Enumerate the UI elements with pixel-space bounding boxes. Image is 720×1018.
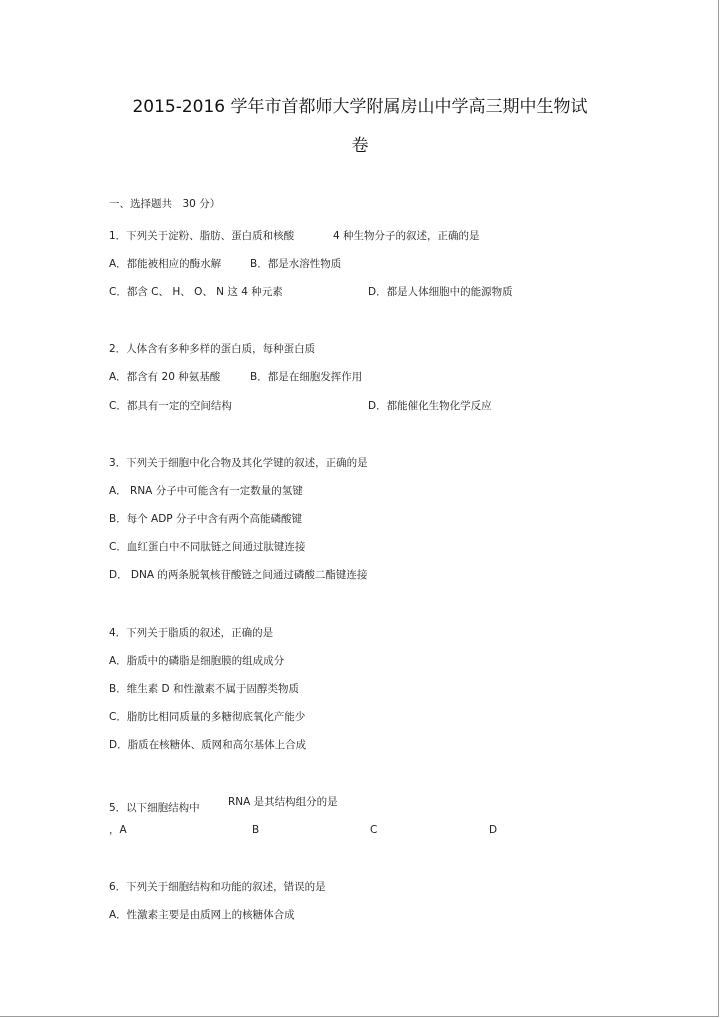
question-1-option-c: C．都含 C、 H、 O、 N 这 4 种元素 [109, 286, 283, 298]
question-2-option-b: B．都是在细胞发挥作用 [250, 371, 363, 383]
question-4-option-c: C．脂肪比相同质量的多糖彻底氧化产能少 [109, 711, 306, 723]
question-2-option-c: C．都具有一定的空间结构 [109, 400, 232, 412]
question-5-stem-cont: RNA 是其结构组分的是 [228, 796, 338, 808]
question-2-option-d: D．都能催化生物化学反应 [368, 400, 492, 412]
question-5-option-c: C [370, 824, 378, 836]
question-5-stem: 5．以下细胞结构中 [109, 802, 200, 814]
question-5-option-b: B [252, 824, 260, 836]
question-1-option-b: B．都是水溶性物质 [250, 258, 342, 270]
exam-title-line-1: 2015-2016 学年市首都师大学附属房山中学高三期中生物试 [132, 97, 588, 117]
question-2-option-a: A．都含有 20 种氨基酸 [109, 371, 221, 383]
question-6-stem: 6．下列关于细胞结构和功能的叙述，错误的是 [109, 881, 326, 893]
question-4-option-d: D．脂质在核糖体、质网和高尔基体上合成 [109, 739, 307, 751]
question-5-option-a: ，A [109, 824, 127, 836]
question-6-option-a: A．性激素主要是由质网上的核糖体合成 [109, 909, 295, 921]
question-4-option-b: B．维生素 D 和性激素不属于固醇类物质 [109, 683, 299, 695]
question-4-stem: 4．下列关于脂质的叙述，正确的是 [109, 627, 274, 639]
question-4-option-a: A．脂质中的磷脂是细胞膜的组成成分 [109, 655, 285, 667]
question-3-stem: 3．下列关于细胞中化合物及其化学键的叙述，正确的是 [109, 457, 368, 469]
exam-title-line-2: 卷 [351, 136, 369, 156]
question-3-option-c: C．血红蛋白中不同肽链之间通过肽键连接 [109, 541, 306, 553]
question-3-option-b: B．每个 ADP 分子中含有两个高能磷酸键 [109, 513, 302, 525]
question-1-stem: 1．下列关于淀粉、脂肪、蛋白质和核酸 [109, 230, 295, 242]
question-2-stem: 2．人体含有多种多样的蛋白质，每种蛋白质 [109, 343, 316, 355]
question-3-option-a: A． RNA 分子中可能含有一定数量的氢键 [109, 485, 303, 497]
section-heading: 一、选择题共 30 分） [109, 198, 221, 210]
question-3-option-d: D． DNA 的两条脱氧核苷酸链之间通过磷酸二酯键连接 [109, 569, 368, 581]
question-1-option-d: D．都是人体细胞中的能源物质 [368, 286, 513, 298]
question-1-stem-cont: 4 种生物分子的叙述，正确的是 [333, 230, 480, 242]
question-5-option-d: D [489, 824, 498, 836]
question-1-option-a: A．都能被相应的酶水解 [109, 258, 222, 270]
